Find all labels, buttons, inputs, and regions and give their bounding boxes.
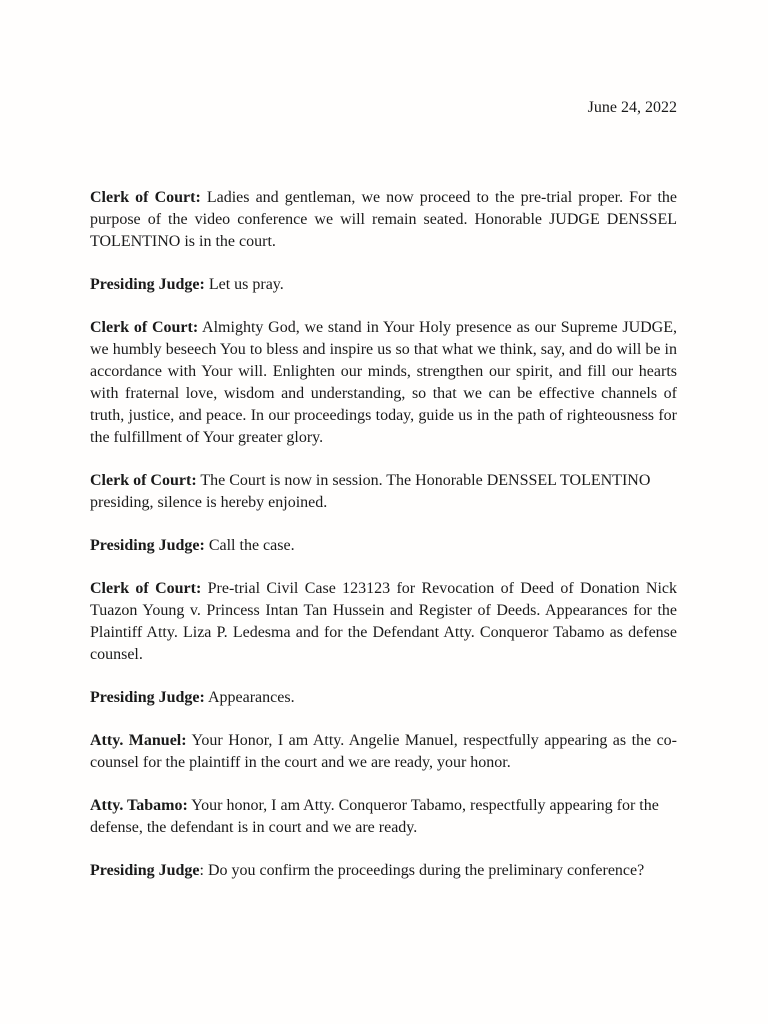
speech-text: Pre-trial Civil Case 123123 for Revocation of Deed of Donation Nick Tuazon Young v. Princess Intan Tan Hussein and Register of Deeds. Appearances for the Plaintiff Atty. Liza P. Ledesma and for the Defendant Atty. Conqueror Tabamo as defense counsel.	[90, 580, 677, 663]
speaker-name: Presiding Judge:	[90, 689, 205, 706]
speaker-name: Clerk of Court:	[90, 472, 197, 489]
speaker-name: Presiding Judge:	[90, 537, 205, 554]
speaker-name: Clerk of Court:	[90, 319, 199, 336]
transcript-body	[90, 97, 677, 903]
transcript-paragraph	[90, 317, 677, 449]
transcript-paragraph	[90, 730, 677, 774]
speaker-name: Atty. Manuel:	[90, 732, 187, 749]
transcript-paragraph	[90, 187, 677, 253]
transcript-paragraph	[90, 860, 677, 882]
transcript-paragraph	[90, 470, 677, 514]
speech-text: Your honor, I am Atty. Conqueror Tabamo, respectfully appearing for the defense, the defendant is in court and we are ready.	[90, 797, 659, 836]
speaker-name: Presiding Judge	[90, 862, 200, 879]
speech-text: : Do you confirm the proceedings during the preliminary conference?	[199, 862, 645, 879]
transcript-paragraph	[90, 578, 677, 666]
transcript-paragraph	[90, 795, 677, 839]
transcript-paragraph	[90, 535, 677, 557]
speech-text: Almighty God, we stand in Your Holy presence as our Supreme JUDGE, we humbly beseech You to bless and inspire us so that what we think, say, and do will be in accordance with Your will. Enlighten our minds, strengthen our spirit, and fill our hearts with fraternal love, wisdom and understanding, so that we can be effective channels of truth, justice, and peace. In our proceedings today, guide us in the path of righteousness for the fulfillment of Your greater glory.	[90, 319, 678, 446]
speech-text: Your Honor, I am Atty. Angelie Manuel, respectfully appearing as the co-counsel for the plaintiff in the court and we are ready, your honor.	[90, 732, 678, 771]
document-date: June 24, 2022	[587, 99, 677, 116]
speaker-name: Clerk of Court:	[90, 580, 202, 597]
speaker-name: Presiding Judge:	[90, 276, 205, 293]
speech-text: Call the case.	[204, 537, 295, 554]
speech-text: Appearances.	[204, 689, 295, 706]
transcript-paragraph	[90, 274, 677, 296]
transcript-paragraph	[90, 687, 677, 709]
speech-text: Let us pray.	[204, 276, 284, 293]
speaker-name: Atty. Tabamo:	[90, 797, 188, 814]
speech-text: Ladies and gentleman, we now proceed to the pre-trial proper. For the purpose of the video conference we will remain seated. Honorable JUDGE DENSSEL TOLENTINO is in the court.	[90, 189, 677, 250]
speaker-name: Clerk of Court:	[90, 189, 201, 206]
speech-text: The Court is now in session. The Honorable DENSSEL TOLENTINO presiding, silence is hereby enjoined.	[90, 472, 651, 511]
